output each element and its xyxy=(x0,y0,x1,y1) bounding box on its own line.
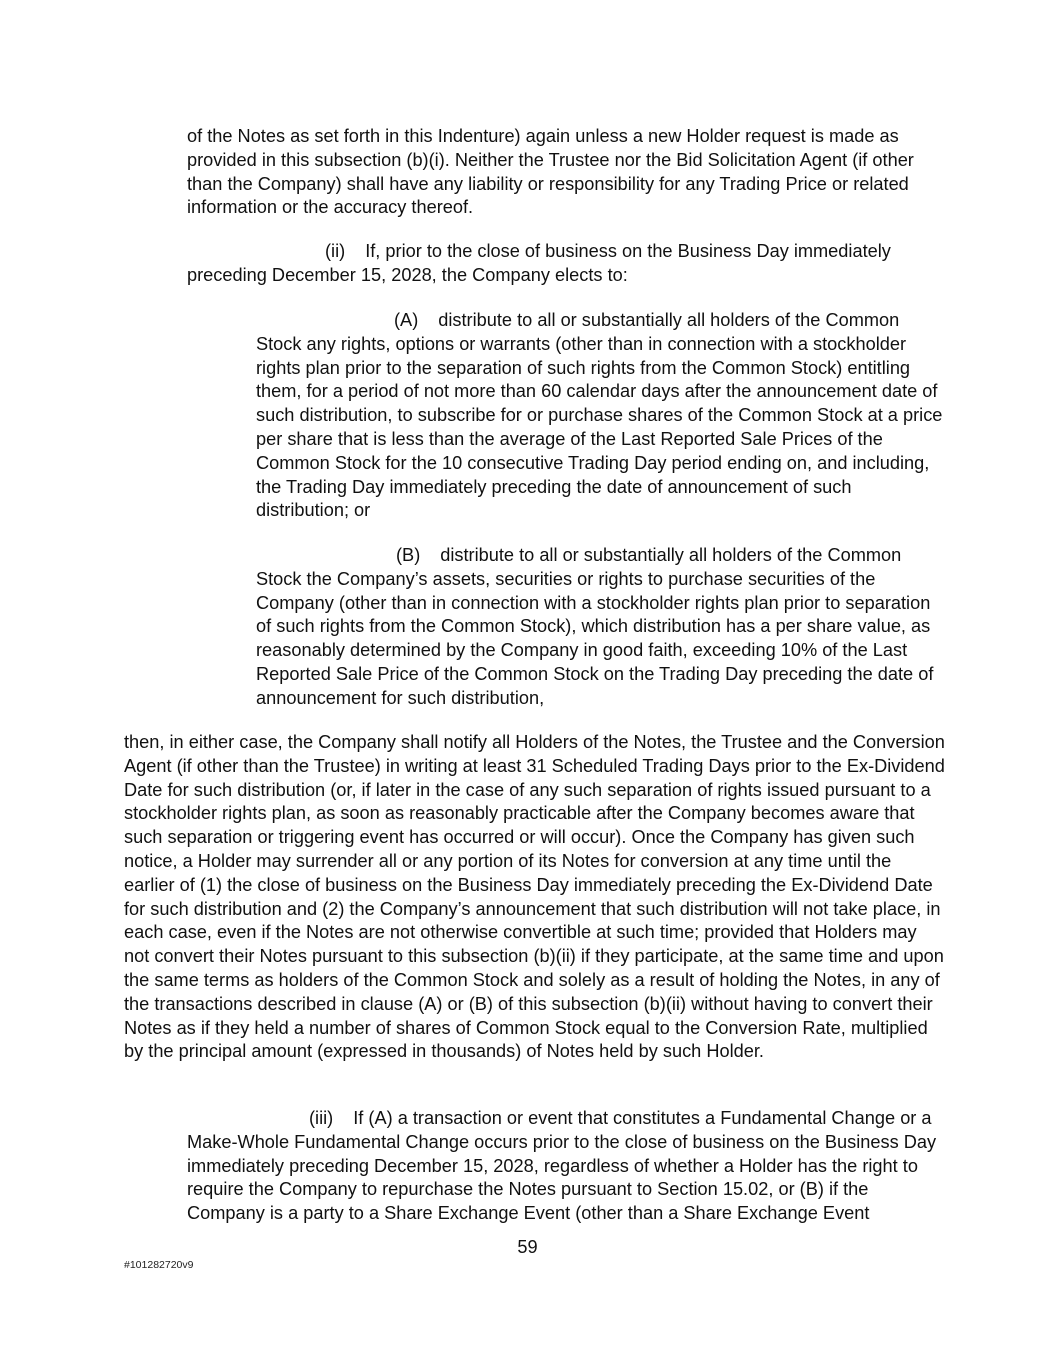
paragraph-subclause-b xyxy=(256,544,946,711)
clause-number: (A) xyxy=(394,310,419,330)
clause-number: (ii) xyxy=(325,241,346,261)
paragraph-text: If (A) a transaction or event that constitutes a Fundamental Change or a Make-Whole Fundamental Change occurs prior to the close of business on the Business Day immediately preceding December 15, 2028, regardless of whether a Holder has the right to require the Company to repurchase the Notes pursuant to Section 15.02, or (B) if the Company is a party to a Share Exchange Event (other than a Share Exchange Event xyxy=(187,1108,937,1224)
paragraph-trading-price-liability xyxy=(187,125,947,220)
paragraph-notification xyxy=(124,731,946,1064)
paragraph-text: of the Notes as set forth in this Indenture) again unless a new Holder request is made as provided in this subsection (b)(i). Neither the Trustee nor the Bid Solicitation Agent (if other than the Company) shall have any liability or responsibility for any Trading Price or related information or the accuracy thereof. xyxy=(187,126,914,218)
paragraph-text: distribute to all or substantially all holders of the Common Stock any rights, options or warrants (other than in connection with a stockholder rights plan prior to the separation of such rights from the Common Stock) entitling them, for a period of not more than 60 calendar days after the announcement date of such distribution, to subscribe for or purchase shares of the Common Stock at a price per share that is less than the average of the Last Reported Sale Prices of the Common Stock for the 10 consecutive Trading Day period ending on, and including, the Trading Day immediately preceding the date of announcement of such distribution; or xyxy=(256,310,943,521)
paragraph-text: distribute to all or substantially all holders of the Common Stock the Company’s assets, securities or rights to purchase securities of the Company (other than in connection with a stockholder rights plan prior to separation of such rights from the Common Stock), which distribution has a per share value, as reasonably determined by the Company in good faith, exceeding 10% of the Last Reported Sale Price of the Common Stock on the Trading Day preceding the date of announcement for such distribution, xyxy=(256,545,934,708)
paragraph-text: If, prior to the close of business on the Business Day immediately preceding December 15, 2028, the Company elects to: xyxy=(187,241,891,285)
paragraph-clause-iii xyxy=(187,1107,947,1226)
page-number: 59 xyxy=(517,1237,538,1257)
clause-number: (B) xyxy=(396,545,421,565)
paragraph-clause-ii xyxy=(187,240,947,288)
document-id: #101282720v9 xyxy=(124,1259,194,1271)
paragraph-text: then, in either case, the Company shall notify all Holders of the Notes, the Trustee and the Conversion Agent (if other than the Trustee) in writing at least 31 Scheduled Trading Days prior to the Ex-Dividend Date for such distribution (or, if later in the case of any such separation of rights issued pursuant to a stockholder rights plan, as soon as reasonably practicable after the Company becomes aware that such separation or triggering event has occurred or will occur). Once the Company has given such notice, a Holder may surrender all or any portion of its Notes for conversion at any time until the earlier of (1) the close of business on the Business Day immediately preceding the Ex-Dividend Date for such distribution and (2) the Company’s announcement that such distribution will not take place, in each case, even if the Notes are not otherwise convertible at such time; provided that Holders may not convert their Notes pursuant to this subsection (b)(ii) if they participate, at the same time and upon the same terms as holders of the Common Stock and solely as a result of holding the Notes, in any of the transactions described in clause (A) or (B) of this subsection (b)(ii) without having to convert their Notes as if they held a number of shares of Common Stock equal to the Conversion Rate, multiplied by the principal amount (expressed in thousands) of Notes held by such Holder. xyxy=(124,732,945,1062)
paragraph-subclause-a xyxy=(256,309,946,523)
clause-number: (iii) xyxy=(309,1108,334,1128)
